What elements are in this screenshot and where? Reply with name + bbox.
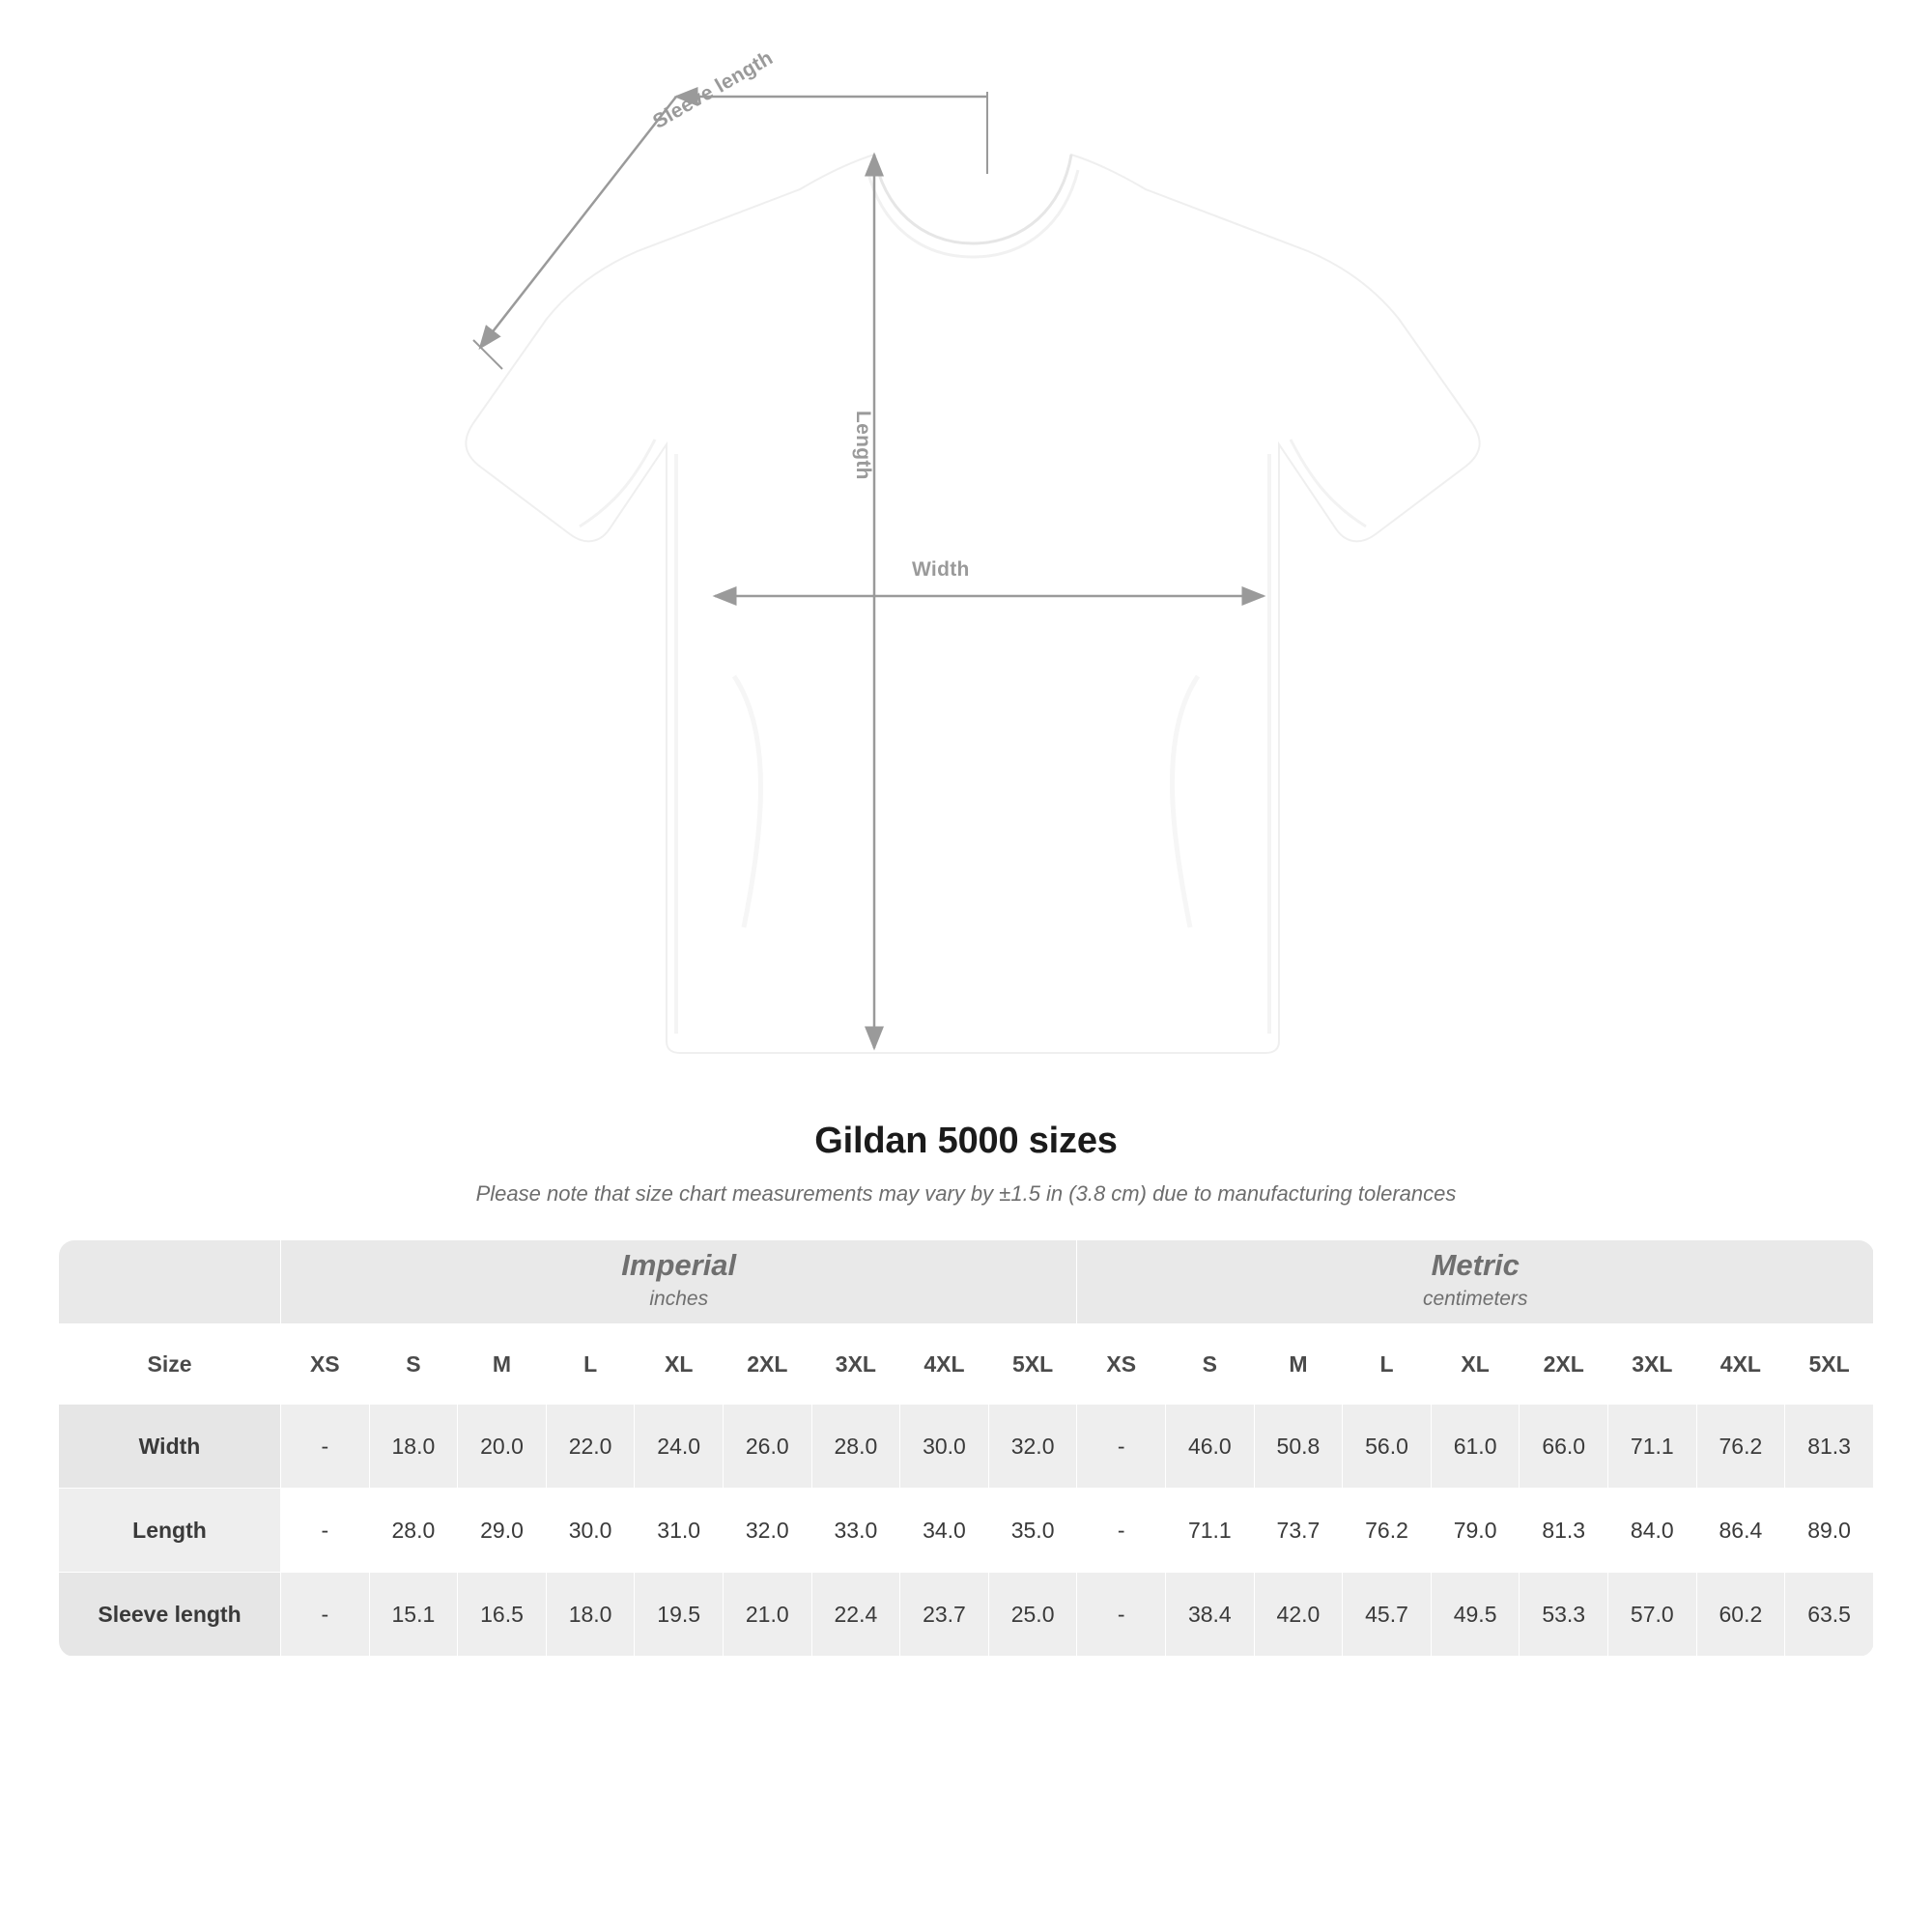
value-cell: 31.0 — [635, 1489, 724, 1573]
value-cell: 26.0 — [723, 1405, 811, 1489]
value-cell: 32.0 — [988, 1405, 1077, 1489]
value-cell: 22.0 — [546, 1405, 635, 1489]
size-header-cell: XS — [281, 1324, 370, 1405]
value-cell: 89.0 — [1785, 1489, 1874, 1573]
value-cell: 21.0 — [723, 1573, 811, 1657]
value-cell: 61.0 — [1431, 1405, 1520, 1489]
value-cell: - — [281, 1489, 370, 1573]
tolerance-note: Please note that size chart measurements may vary by ±1.5 in (3.8 cm) due to manufacturing tolerances — [475, 1181, 1457, 1206]
value-cell: 71.1 — [1166, 1489, 1255, 1573]
table-row-size-header — [59, 1324, 1874, 1405]
value-cell: 32.0 — [723, 1489, 811, 1573]
value-cell: 76.2 — [1343, 1489, 1432, 1573]
size-header-cell: S — [1166, 1324, 1255, 1405]
size-table-wrapper — [58, 1239, 1874, 1657]
row-label-sleeve-length: Sleeve length — [59, 1573, 281, 1657]
value-cell: 81.3 — [1520, 1489, 1608, 1573]
value-cell: - — [1077, 1405, 1166, 1489]
size-header-cell: XS — [1077, 1324, 1166, 1405]
value-cell: 38.4 — [1166, 1573, 1255, 1657]
value-cell: 24.0 — [635, 1405, 724, 1489]
value-cell: - — [281, 1573, 370, 1657]
value-cell: 86.4 — [1696, 1489, 1785, 1573]
size-header-cell: M — [458, 1324, 547, 1405]
value-cell: 42.0 — [1254, 1573, 1343, 1657]
size-header-cell: 2XL — [723, 1324, 811, 1405]
value-cell: 63.5 — [1785, 1573, 1874, 1657]
row-label-size: Size — [59, 1324, 281, 1405]
row-label-width: Width — [59, 1405, 281, 1489]
value-cell: 18.0 — [369, 1405, 458, 1489]
size-header-cell: L — [546, 1324, 635, 1405]
size-header-cell: S — [369, 1324, 458, 1405]
value-cell: 81.3 — [1785, 1405, 1874, 1489]
page-title: Gildan 5000 sizes — [814, 1121, 1118, 1161]
value-cell: 57.0 — [1608, 1573, 1697, 1657]
value-cell: 46.0 — [1166, 1405, 1255, 1489]
value-cell: 28.0 — [369, 1489, 458, 1573]
value-cell: 33.0 — [811, 1489, 900, 1573]
size-header-cell: 5XL — [988, 1324, 1077, 1405]
value-cell: - — [1077, 1489, 1166, 1573]
sleeve-length-label: Sleeve length — [649, 46, 778, 133]
size-header-cell: L — [1343, 1324, 1432, 1405]
value-cell: 50.8 — [1254, 1405, 1343, 1489]
value-cell: 28.0 — [811, 1405, 900, 1489]
value-cell: 73.7 — [1254, 1489, 1343, 1573]
value-cell: 84.0 — [1608, 1489, 1697, 1573]
size-header-cell: 5XL — [1785, 1324, 1874, 1405]
size-table — [58, 1239, 1874, 1657]
unit-group-metric — [1077, 1240, 1874, 1324]
value-cell: 53.3 — [1520, 1573, 1608, 1657]
value-cell: 30.0 — [900, 1405, 989, 1489]
value-cell: 20.0 — [458, 1405, 547, 1489]
row-label-length: Length — [59, 1489, 281, 1573]
value-cell: 18.0 — [546, 1573, 635, 1657]
value-cell: 76.2 — [1696, 1405, 1785, 1489]
size-header-cell: M — [1254, 1324, 1343, 1405]
value-cell: 35.0 — [988, 1489, 1077, 1573]
unit-imperial-name: Imperial — [621, 1248, 737, 1283]
unit-group-imperial — [281, 1240, 1077, 1324]
value-cell: - — [281, 1405, 370, 1489]
unit-metric-sub: centimeters — [1422, 1288, 1528, 1311]
value-cell: 29.0 — [458, 1489, 547, 1573]
size-header-cell: XL — [1431, 1324, 1520, 1405]
value-cell: 79.0 — [1431, 1489, 1520, 1573]
table-row-width — [59, 1405, 1874, 1489]
value-cell: 71.1 — [1608, 1405, 1697, 1489]
value-cell: 60.2 — [1696, 1573, 1785, 1657]
units-corner-cell — [59, 1240, 281, 1324]
value-cell: 56.0 — [1343, 1405, 1432, 1489]
value-cell: 22.4 — [811, 1573, 900, 1657]
table-row-length — [59, 1489, 1874, 1573]
width-label: Width — [912, 558, 970, 581]
value-cell: 19.5 — [635, 1573, 724, 1657]
value-cell: 30.0 — [546, 1489, 635, 1573]
size-header-cell: 4XL — [900, 1324, 989, 1405]
table-row-sleeve-length — [59, 1573, 1874, 1657]
value-cell: 23.7 — [900, 1573, 989, 1657]
value-cell: - — [1077, 1573, 1166, 1657]
value-cell: 25.0 — [988, 1573, 1077, 1657]
size-header-cell: 3XL — [1608, 1324, 1697, 1405]
value-cell: 16.5 — [458, 1573, 547, 1657]
unit-imperial-sub: inches — [649, 1288, 709, 1311]
value-cell: 66.0 — [1520, 1405, 1608, 1489]
value-cell: 45.7 — [1343, 1573, 1432, 1657]
value-cell: 34.0 — [900, 1489, 989, 1573]
value-cell: 15.1 — [369, 1573, 458, 1657]
value-cell: 49.5 — [1431, 1573, 1520, 1657]
size-header-cell: 2XL — [1520, 1324, 1608, 1405]
table-row-units — [59, 1240, 1874, 1324]
size-header-cell: 3XL — [811, 1324, 900, 1405]
title-block — [0, 1121, 1932, 1207]
length-label: Length — [852, 411, 874, 480]
unit-metric-name: Metric — [1431, 1248, 1520, 1283]
size-header-cell: 4XL — [1696, 1324, 1785, 1405]
size-header-cell: XL — [635, 1324, 724, 1405]
